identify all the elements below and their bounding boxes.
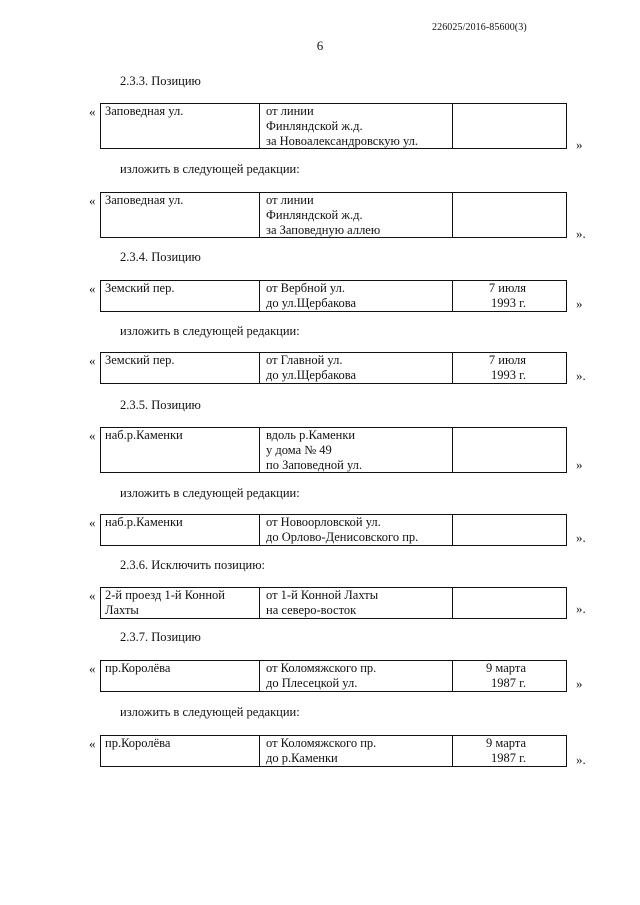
table-row [100, 660, 567, 692]
date-cell [453, 736, 566, 766]
page-number: 6 [316, 38, 324, 53]
street-name-cell [101, 281, 260, 311]
street-name-cell [101, 588, 260, 618]
open-quote: « [89, 193, 96, 208]
table-row [100, 352, 567, 384]
date-line: 1987 г. [491, 676, 526, 690]
range-line: до Орлово-Денисовского пр. [266, 530, 419, 544]
street-range-cell [260, 661, 453, 691]
street-name: Лахты [105, 603, 139, 617]
street-range-cell [260, 353, 453, 383]
close-quote: » [576, 457, 583, 472]
range-line: до ул.Щербакова [266, 296, 357, 310]
street-name: наб.р.Каменки [105, 515, 183, 529]
date-cell [453, 193, 566, 237]
date-cell [453, 428, 566, 472]
close-quote: » [576, 296, 583, 311]
street-range-cell [260, 588, 453, 618]
range-line: до р.Каменки [266, 751, 338, 765]
open-quote: « [89, 428, 96, 443]
table-row [100, 103, 567, 149]
paragraph-2-3-5-new: изложить в следующей редакции: [120, 486, 300, 500]
street-name-cell [101, 515, 260, 545]
street-range-cell [260, 281, 453, 311]
paragraph-2-3-7: 2.3.7. Позицию [120, 630, 201, 644]
close-quote: ». [576, 368, 586, 383]
date-cell [453, 281, 566, 311]
street-name: Заповедная ул. [105, 104, 184, 118]
range-line: Финляндской ж.д. [266, 119, 363, 133]
range-line: до Плесецкой ул. [266, 676, 358, 690]
close-quote: ». [576, 530, 586, 545]
table-row [100, 735, 567, 767]
range-line: вдоль р.Каменки [266, 428, 356, 442]
paragraph-2-3-5: 2.3.5. Позицию [120, 398, 201, 412]
open-quote: « [89, 588, 96, 603]
date-line: 1993 г. [491, 296, 526, 310]
paragraph-2-3-7-new: изложить в следующей редакции: [120, 705, 300, 719]
street-name-cell [101, 661, 260, 691]
paragraph-2-3-6: 2.3.6. Исключить позицию: [120, 558, 266, 572]
street-name: Земский пер. [105, 281, 175, 295]
date-line: 9 марта [486, 736, 526, 750]
date-line: 9 марта [486, 661, 526, 675]
table-row [100, 280, 567, 312]
close-quote: ». [576, 601, 586, 616]
table-row [100, 427, 567, 473]
range-line: от линии [266, 193, 314, 207]
street-name: Земский пер. [105, 353, 175, 367]
open-quote: « [89, 736, 96, 751]
range-line: от линии [266, 104, 314, 118]
document-number: 226025/2016-85600(3) [432, 22, 527, 33]
paragraph-2-3-4: 2.3.4. Позицию [120, 250, 201, 264]
range-line: от 1-й Конной Лахты [266, 588, 379, 602]
street-name: наб.р.Каменки [105, 428, 183, 442]
street-range-cell [260, 428, 453, 472]
street-name: пр.Королёва [105, 736, 171, 750]
open-quote: « [89, 515, 96, 530]
street-range-cell [260, 515, 453, 545]
range-line: у дома № 49 [266, 443, 332, 457]
open-quote: « [89, 661, 96, 676]
date-line: 1987 г. [491, 751, 526, 765]
street-name: 2-й проезд 1-й Конной [105, 588, 225, 602]
date-cell [453, 661, 566, 691]
street-name-cell [101, 428, 260, 472]
open-quote: « [89, 281, 96, 296]
open-quote: « [89, 104, 96, 119]
close-quote: ». [576, 226, 586, 241]
range-line: от Вербной ул. [266, 281, 345, 295]
close-quote: » [576, 676, 583, 691]
close-quote: » [576, 137, 583, 152]
paragraph-2-3-3: 2.3.3. Позицию [120, 74, 201, 88]
range-line: по Заповедной ул. [266, 458, 363, 472]
street-name: пр.Королёва [105, 661, 171, 675]
date-cell [453, 104, 566, 148]
table-row [100, 192, 567, 238]
street-name-cell [101, 353, 260, 383]
street-name-cell [101, 193, 260, 237]
table-row [100, 514, 567, 546]
range-line: Финляндской ж.д. [266, 208, 363, 222]
date-cell [453, 588, 566, 618]
date-line: 1993 г. [491, 368, 526, 382]
date-line: 7 июля [488, 281, 526, 295]
street-name: Заповедная ул. [105, 193, 184, 207]
range-line: от Коломяжского пр. [266, 736, 377, 750]
range-line: на северо-восток [266, 603, 357, 617]
street-range-cell [260, 104, 453, 148]
table-row [100, 587, 567, 619]
date-line: 7 июля [488, 353, 526, 367]
close-quote: ». [576, 752, 586, 767]
range-line: от Главной ул. [266, 353, 343, 367]
street-range-cell [260, 736, 453, 766]
date-cell [453, 515, 566, 545]
range-line: от Коломяжского пр. [266, 661, 377, 675]
paragraph-2-3-3-new: изложить в следующей редакции: [120, 162, 300, 176]
range-line: до ул.Щербакова [266, 368, 357, 382]
street-name-cell [101, 104, 260, 148]
street-range-cell [260, 193, 453, 237]
range-line: за Заповедную аллею [266, 223, 381, 237]
range-line: от Новоорловской ул. [266, 515, 381, 529]
street-name-cell [101, 736, 260, 766]
range-line: за Новоалександровскую ул. [266, 134, 419, 148]
paragraph-2-3-4-new: изложить в следующей редакции: [120, 324, 300, 338]
date-cell [453, 353, 566, 383]
open-quote: « [89, 353, 96, 368]
